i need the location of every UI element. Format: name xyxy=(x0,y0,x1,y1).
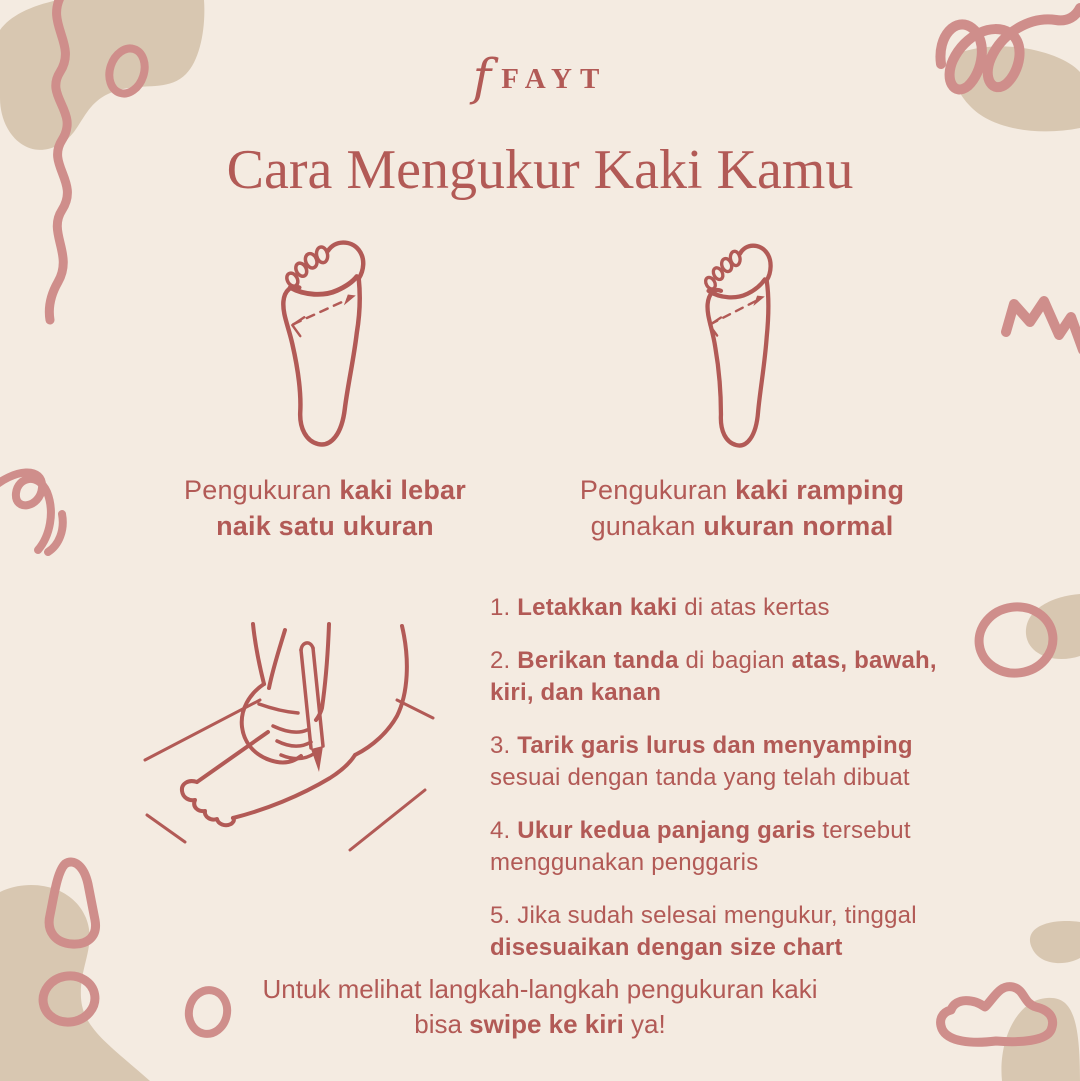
slim-foot-outline xyxy=(708,246,771,446)
slim-foot-toe xyxy=(729,251,741,267)
text: gunakan xyxy=(590,511,704,541)
text: 5. Jika sudah selesai mengukur, tinggal xyxy=(490,902,917,929)
text: Untuk melihat langkah-langkah pengukuran kaki bisa xyxy=(262,974,818,1039)
logo-wordmark: FAYT xyxy=(501,62,608,95)
wrist-line xyxy=(253,624,264,684)
finger xyxy=(277,741,311,746)
paper-edge xyxy=(147,815,185,842)
measurement-steps xyxy=(490,592,960,985)
foot-instep xyxy=(197,732,268,782)
step-item xyxy=(490,592,960,624)
text-bold: atas, bawah, kiri, dan kanan xyxy=(490,647,937,706)
wide-foot-illustration xyxy=(280,236,380,454)
step-item xyxy=(490,645,960,709)
foot-tracing-illustration xyxy=(125,600,445,885)
slim-foot-caption xyxy=(562,472,922,544)
foot-toes xyxy=(182,781,234,825)
thumb xyxy=(259,704,298,713)
text: 3. xyxy=(490,732,518,759)
text-bold: Berikan tanda xyxy=(517,647,679,674)
wide-foot-caption xyxy=(155,472,495,544)
pencil-side xyxy=(301,650,311,748)
wide-foot-ball-line xyxy=(290,277,356,295)
step-item xyxy=(490,900,960,964)
text: 1. xyxy=(490,594,518,621)
wide-foot-outline xyxy=(283,243,363,445)
brand-logo xyxy=(0,48,1080,106)
text: 4. xyxy=(490,817,518,844)
foot-sole xyxy=(233,755,355,818)
text: di bagian xyxy=(678,647,792,674)
text-bold: disesuaikan dengan size chart xyxy=(490,934,843,961)
text: Pengukuran xyxy=(579,475,736,505)
text-bold: kaki lebar naik satu ukuran xyxy=(216,475,466,541)
text-bold: kaki ramping xyxy=(735,475,905,505)
text-bold: swipe ke kiri xyxy=(469,1009,624,1039)
text: di atas kertas xyxy=(677,594,830,621)
step-item xyxy=(490,730,960,794)
text: tersebut menggunakan penggaris xyxy=(490,817,911,876)
text-bold: Ukur kedua panjang garis xyxy=(517,817,816,844)
arrowhead-right xyxy=(344,294,356,305)
text: sesuai dengan tanda yang telah dibuat xyxy=(490,764,910,791)
text-bold: Letakkan kaki xyxy=(517,594,678,621)
wide-foot-toe xyxy=(315,246,329,264)
finger xyxy=(273,726,307,732)
paper-edge xyxy=(350,790,425,850)
text-bold: ukuran normal xyxy=(703,511,894,541)
page-title: Cara Mengukur Kaki Kamu xyxy=(226,139,854,201)
text: 2. xyxy=(490,647,518,674)
pencil-top xyxy=(301,643,313,650)
arrowhead-left xyxy=(292,317,304,336)
leg-back-heel xyxy=(355,626,407,755)
step-item xyxy=(490,815,960,879)
pencil-tip xyxy=(311,746,323,772)
slim-foot-illustration xyxy=(700,236,780,458)
wrist-line xyxy=(269,630,285,688)
text: ya! xyxy=(623,1009,666,1039)
text: Pengukuran xyxy=(184,475,340,505)
swipe-note xyxy=(240,972,840,1042)
text-bold: Tarik garis lurus dan menyamping xyxy=(517,732,913,759)
logo-script-f-icon: f xyxy=(472,48,492,106)
